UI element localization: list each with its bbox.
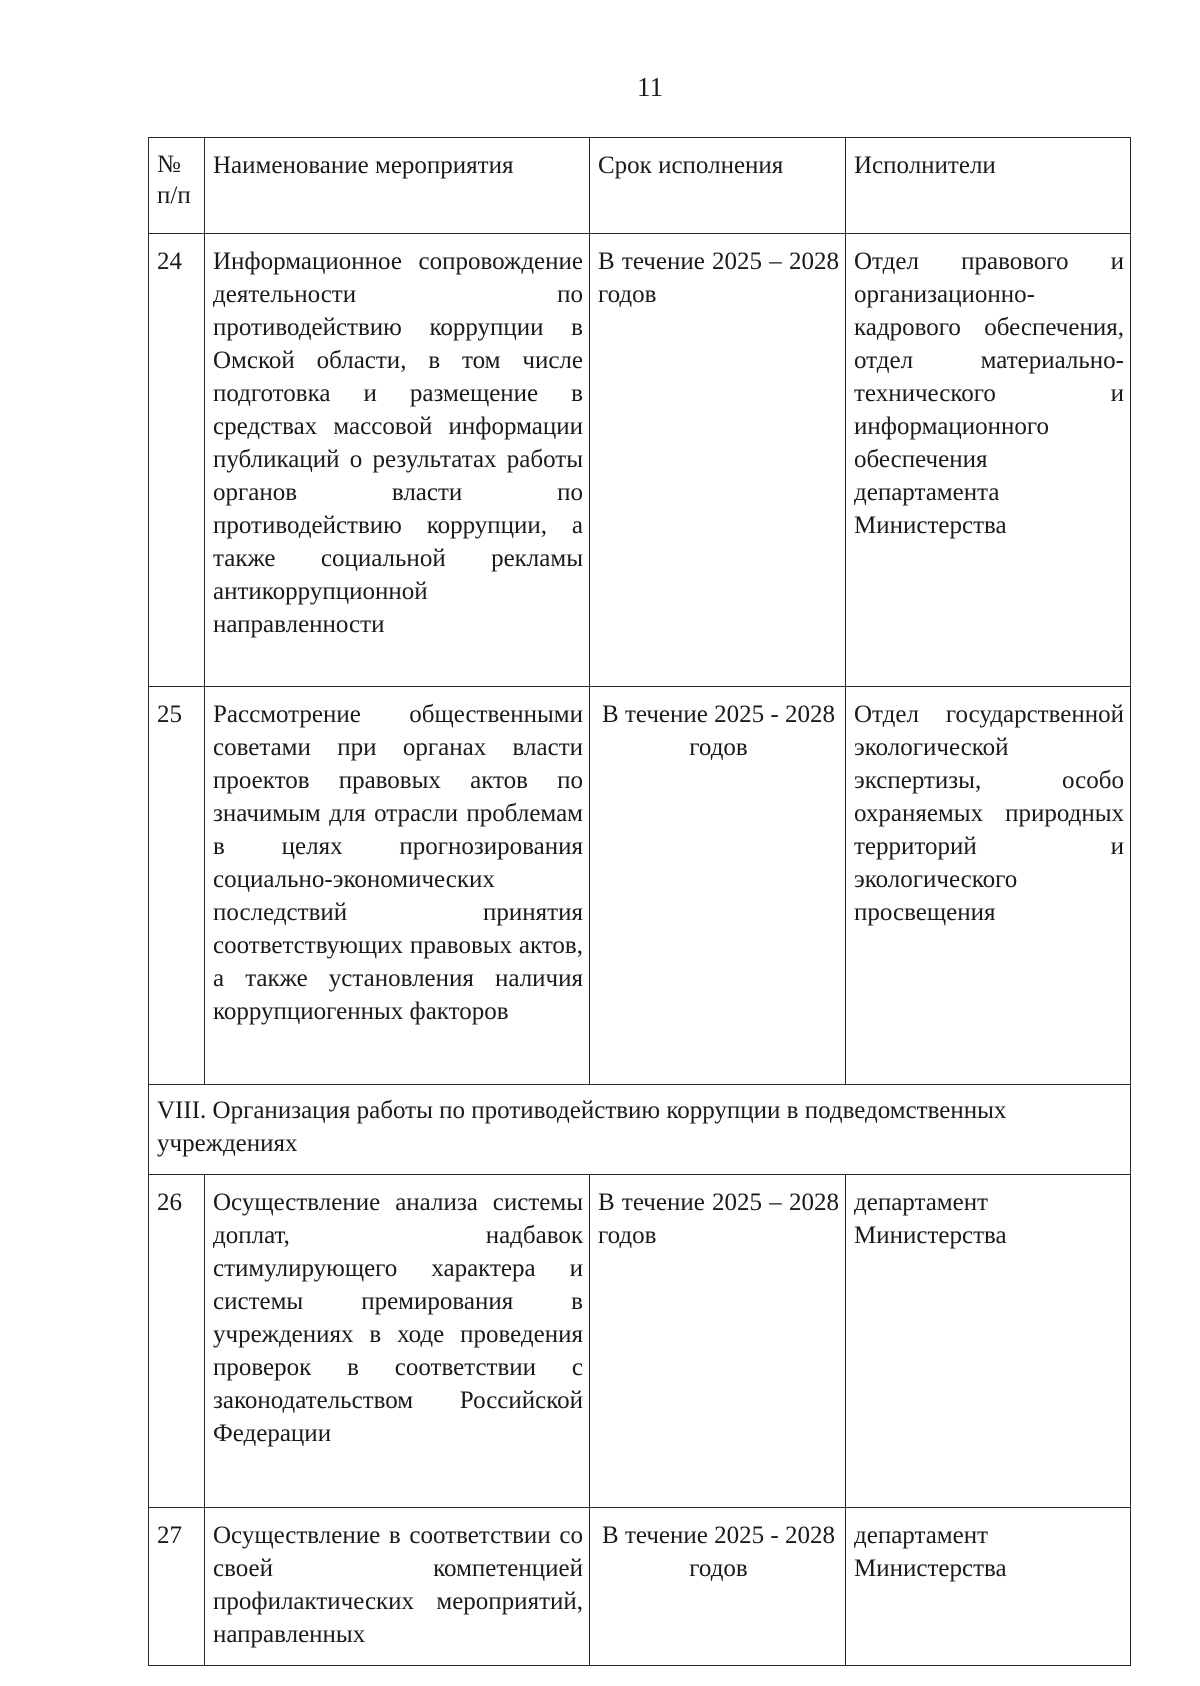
measures-table [148,137,1131,1666]
table-row [149,1508,1131,1666]
row-name: Информационное сопровождение деятельности по противодействию коррупции в Омской области, в том числе подготовка и размещение в средствах массовой информации публикаций о результатах работы органов власти по противодействию коррупции, а также социальной рекламы антикоррупционной направленности [205,234,590,687]
row-num: 24 [149,234,205,687]
row-deadline: В течение 2025 - 2028 годов [590,1508,846,1666]
row-deadline: В течение 2025 – 2028 годов [590,234,846,687]
row-name: Осуществление анализа системы доплат, надбавок стимулирующего характера и системы премирования в учреждениях в ходе проведения проверок в соответствии с законодательством Российской Федерации [205,1175,590,1508]
row-num: 27 [149,1508,205,1666]
header-num: № п/п [149,138,205,234]
header-name: Наименование мероприятия [205,138,590,234]
row-name: Осуществление в соответствии со своей компетенцией профилактических мероприятий, направленных [205,1508,590,1666]
row-name: Рассмотрение общественными советами при органах власти проектов правовых актов по значимым для отрасли проблемам в целях прогнозирования социально-экономических последствий принятия соответствующих правовых актов, а также установления наличия коррупциогенных факторов [205,687,590,1085]
table-header-row [149,138,1131,234]
row-num: 26 [149,1175,205,1508]
table-row [149,1175,1131,1508]
row-executors: Отдел правового и организационно-кадрового обеспечения, отдел материально-технического и информационного обеспечения департамента Министерства [846,234,1131,687]
row-deadline: В течение 2025 - 2028 годов [590,687,846,1085]
row-executors: департамент Министерства [846,1508,1131,1666]
header-deadline: Срок исполнения [590,138,846,234]
row-deadline: В течение 2025 – 2028 годов [590,1175,846,1508]
page-number: 11 [637,72,663,102]
header-executors: Исполнители [846,138,1131,234]
section-row [149,1085,1131,1175]
table-row [149,234,1131,687]
row-num: 25 [149,687,205,1085]
table-row [149,687,1131,1085]
row-executors: Отдел государственной экологической экспертизы, особо охраняемых природных территорий и экологического просвещения [846,687,1131,1085]
row-executors: департамент Министерства [846,1175,1131,1508]
section-title: VIII. Организация работы по противодействию коррупции в подведомственных учреждениях [149,1085,1131,1175]
